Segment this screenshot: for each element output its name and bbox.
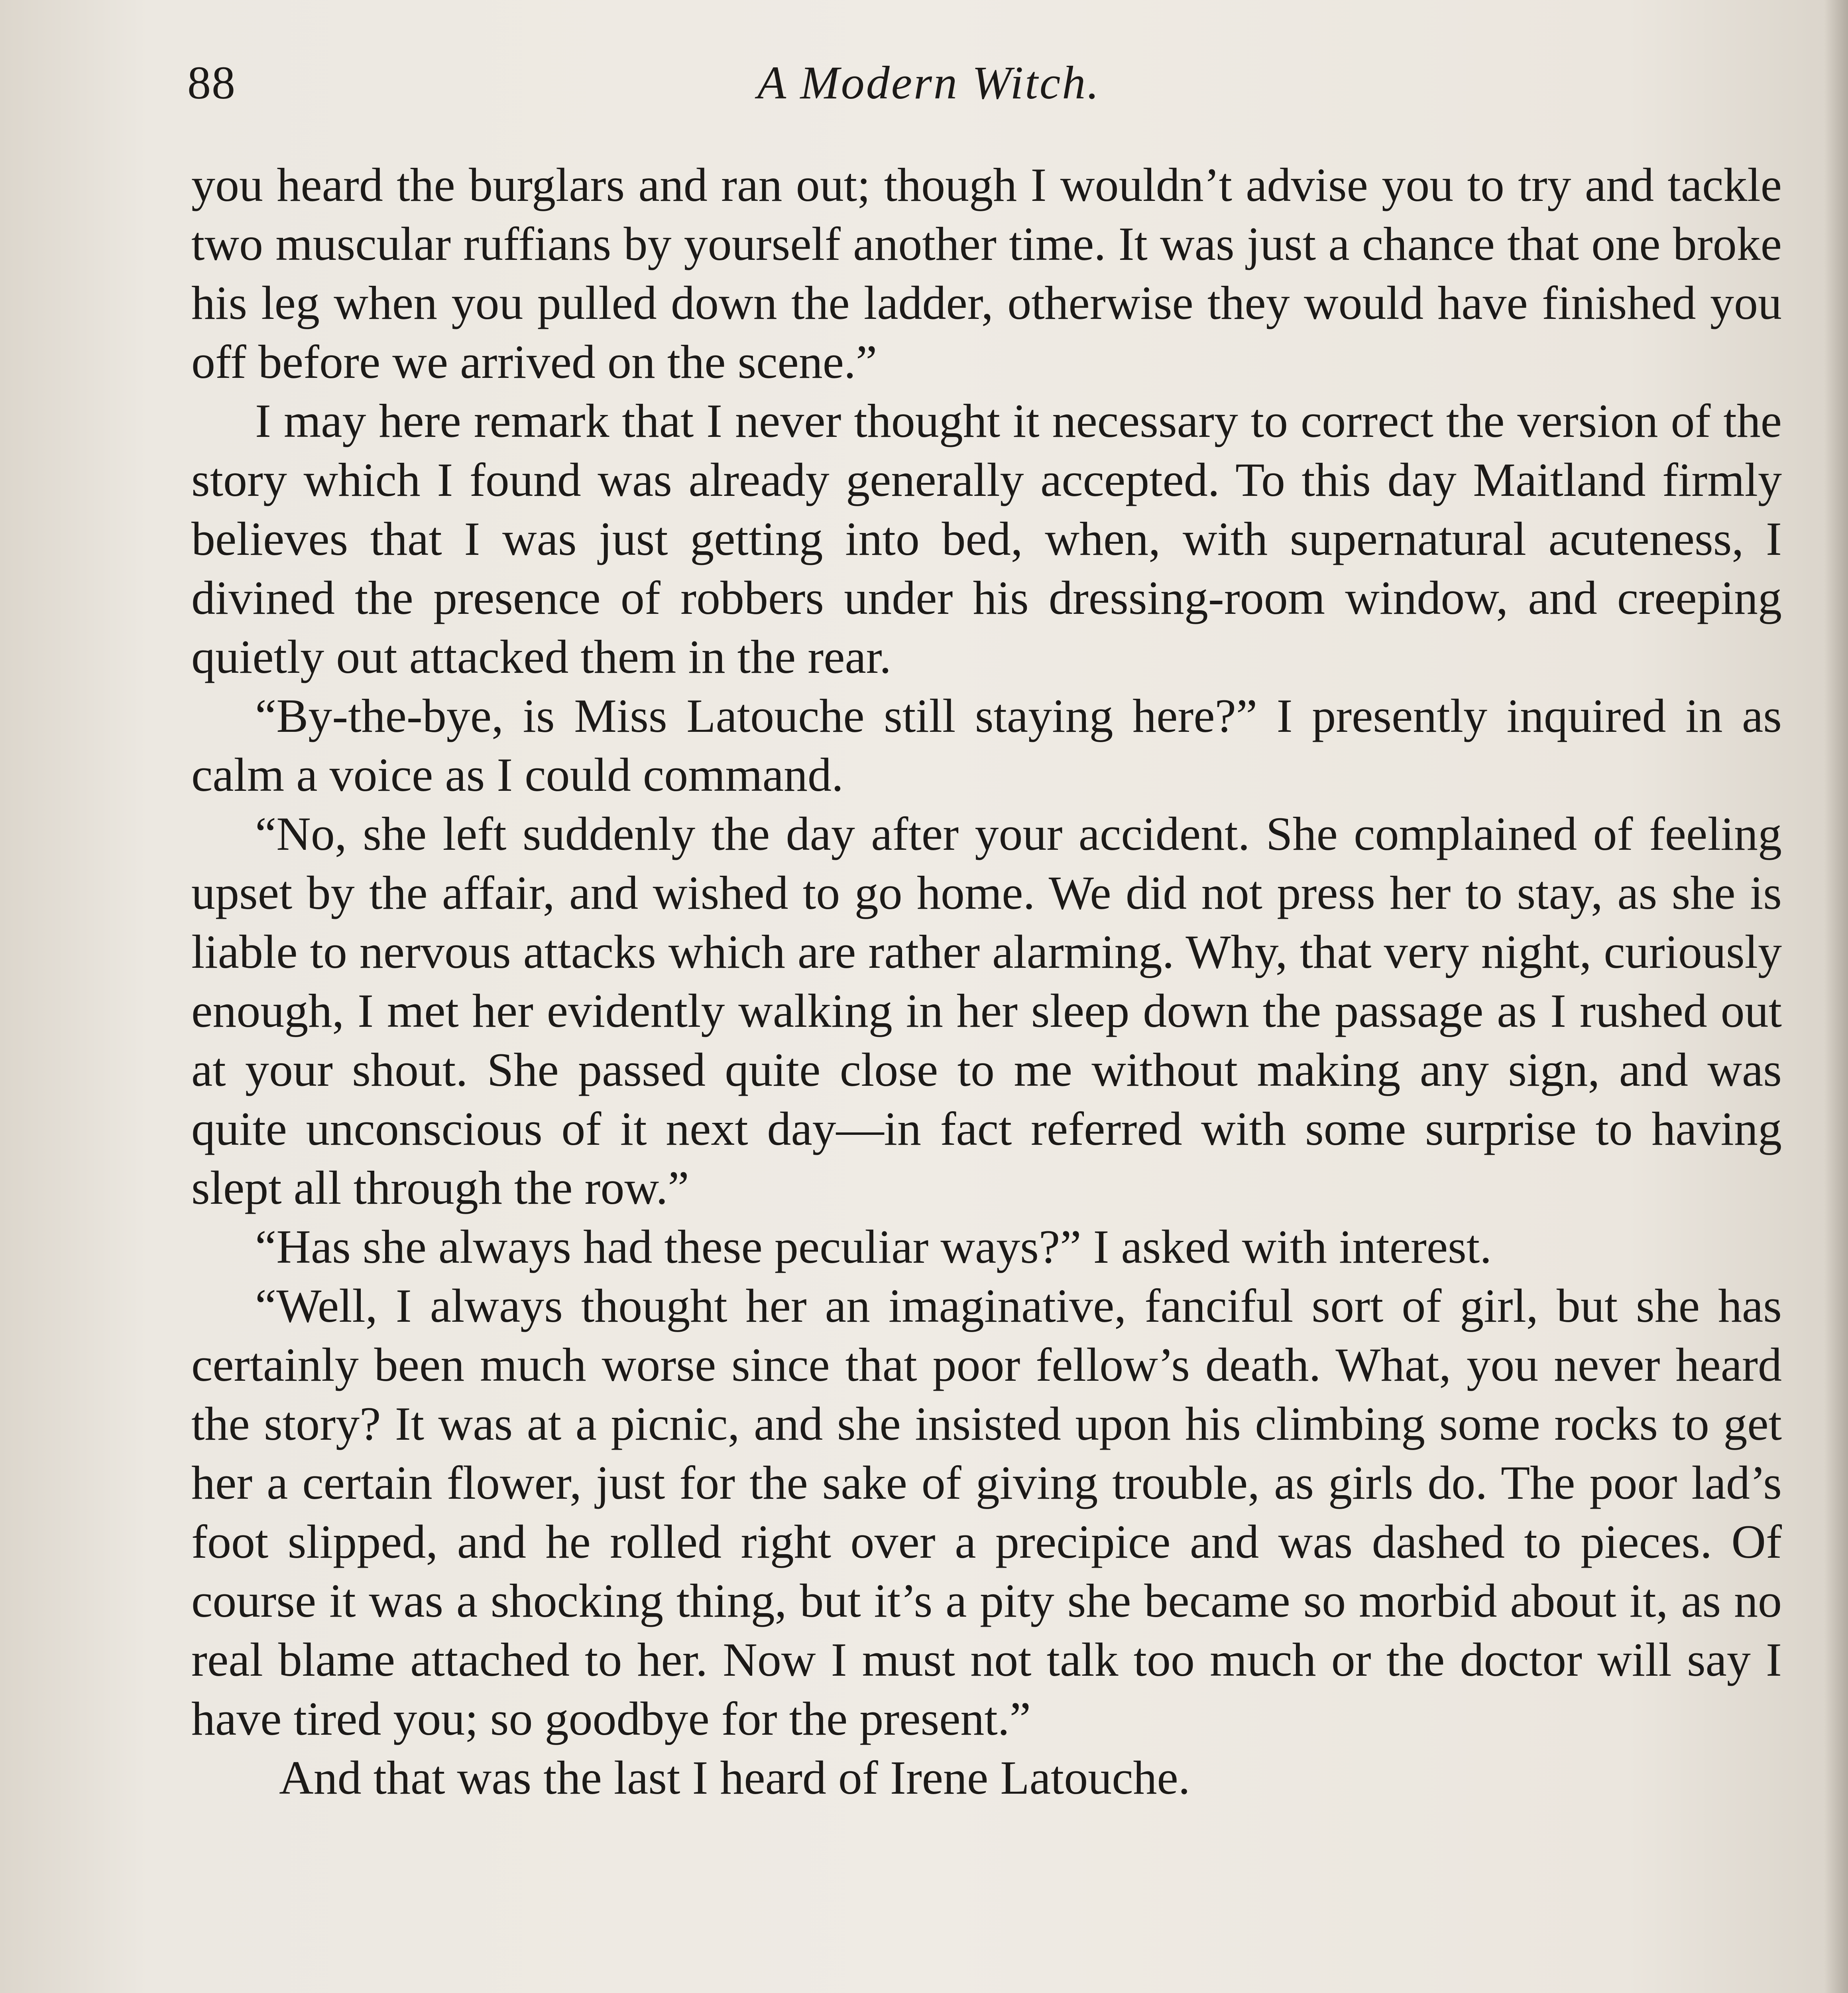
paragraph-7: And that was the last I heard of Irene Latouche. (279, 1751, 1190, 1804)
body-text (191, 155, 1782, 1807)
page-edge-shadow (1824, 0, 1848, 1993)
paragraph-1: you heard the burglars and ran out; though I wouldn’t advise you to try and tackle two muscular ruffians by yourself another time. It was just a chance that one broke his leg when you pulled down the ladder, otherwise they would have finished you off before we arrived on the scene.” (191, 158, 1782, 388)
paragraph-2: I may here remark that I never thought it necessary to correct the version of the story which I found was already generally accepted. To this day Maitland firmly believes that I was just getting into bed, when, with supernatural acuteness, I divined the presence of robbers under his dressing-room window, and creeping quietly out attacked them in the rear. (191, 394, 1782, 683)
paragraph-6: “Well, I always thought her an imaginative, fanciful sort of girl, but she has certainly been much worse since that poor fellow’s death. What, you never heard the story? It was at a picnic, and she insisted upon his climbing some rocks to get her a certain flower, just for the sake of giving trouble, as girls do. The poor lad’s foot slipped, and he rolled right over a precipice and was dashed to pieces. Of course it was a shocking thing, but it’s a pity she became so morbid about it, as no real blame attached to her. Now I must not talk too much or the doctor will say I have tired you; so goodbye for the present.” (191, 1279, 1782, 1745)
paragraph-4: “No, she left suddenly the day after your accident. She complained of feeling upset by the affair, and wished to go home. We did not press her to stay, as she is liable to nervous attacks which are rather alarming. Why, that very night, curiously enough, I met her evidently walking in her sleep down the passage as I rushed out at your shout. She passed quite close to me without making any sign, and was quite unconscious of it next day—in fact referred with some surprise to having slept all through the row.” (191, 807, 1782, 1214)
page-number: 88 (187, 57, 236, 109)
paragraph-5: “Has she always had these peculiar ways?” I asked with interest. (255, 1220, 1492, 1273)
running-title: A Modern Witch. (757, 57, 1101, 109)
page-header (0, 56, 1848, 120)
paragraph-3: “By-the-bye, is Miss Latouche still staying here?” I presently inquired in as calm a voice as I could command. (191, 689, 1782, 801)
